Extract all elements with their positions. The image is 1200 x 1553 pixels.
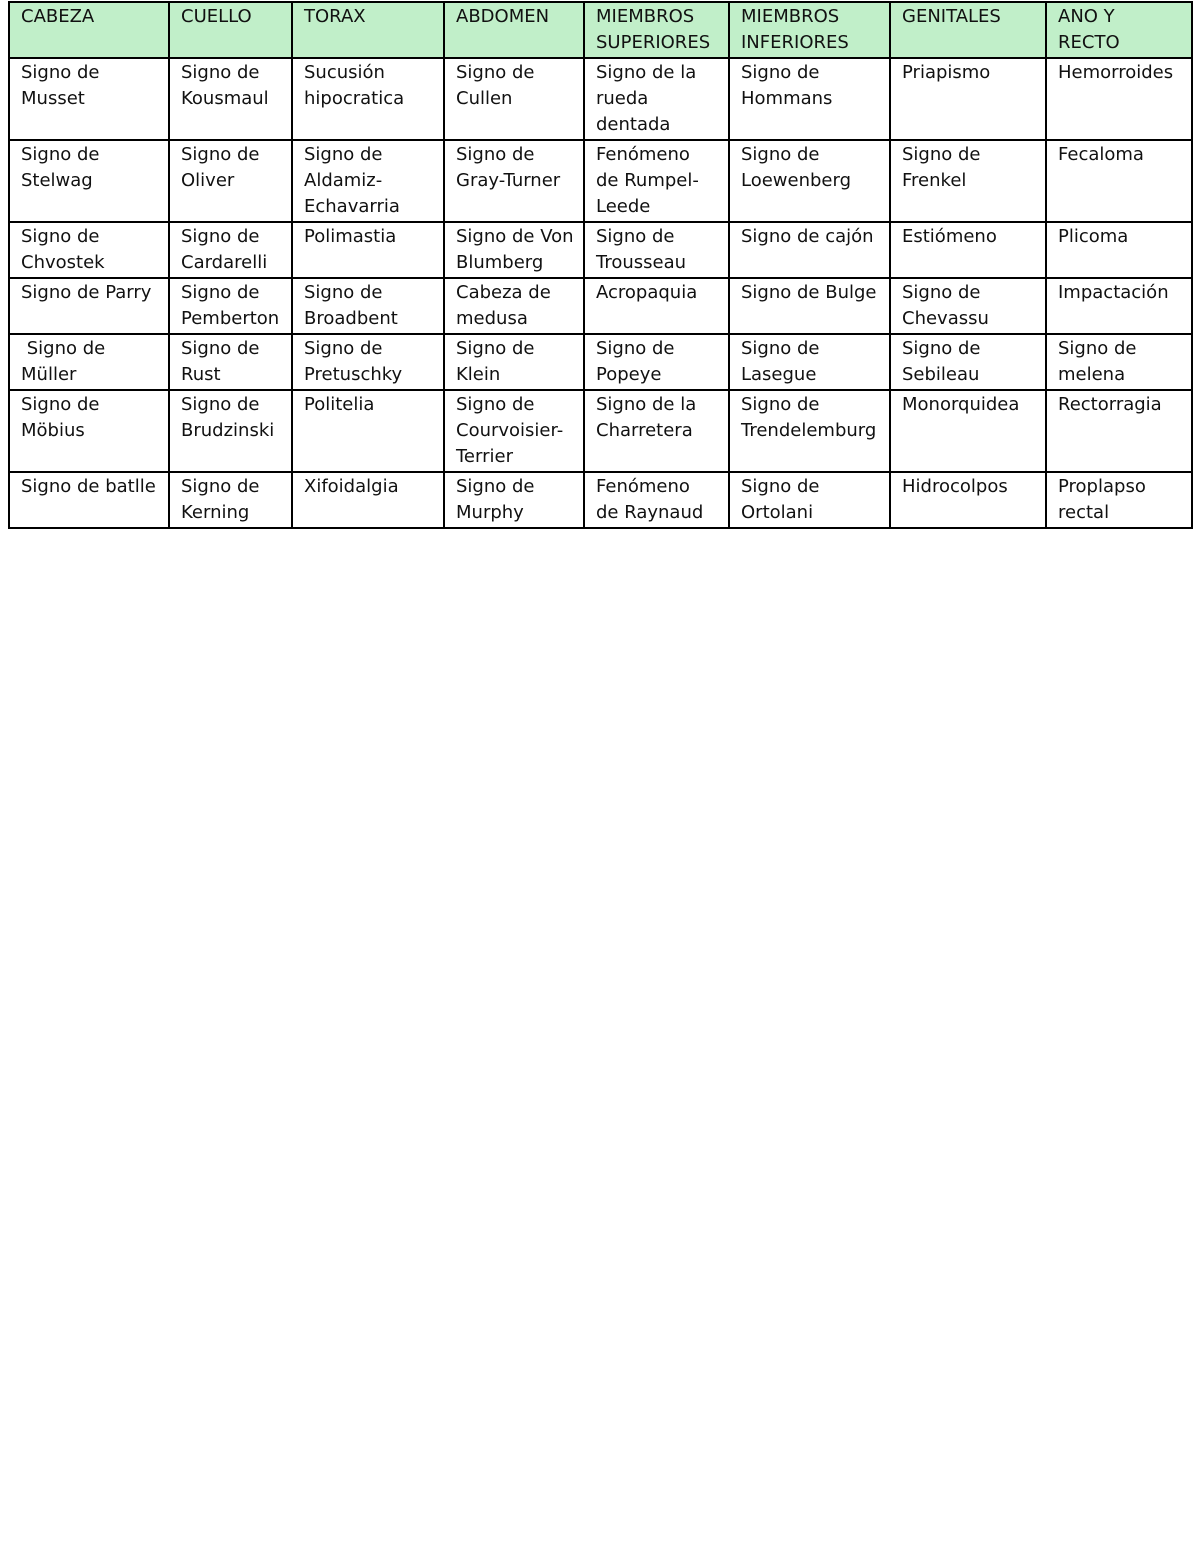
table-cell: Signo de Möbius [9, 390, 169, 472]
table-cell: Signo de Sebileau [890, 334, 1046, 390]
header-genitales: GENITALES [890, 2, 1046, 58]
table-row [9, 472, 1192, 528]
table-cell: Signo de melena [1046, 334, 1192, 390]
table-cell: Signo de batlle [9, 472, 169, 528]
table-cell: Signo de Murphy [444, 472, 584, 528]
table-cell: Signo de Ortolani [729, 472, 890, 528]
table-cell: Signo de Cardarelli [169, 222, 292, 278]
table-cell: Signo de Kousmaul [169, 58, 292, 140]
header-cuello: CUELLO [169, 2, 292, 58]
table-cell: Signo de Loewenberg [729, 140, 890, 222]
header-abdomen: ABDOMEN [444, 2, 584, 58]
table-cell: Cabeza de medusa [444, 278, 584, 334]
table-cell: Signo de Hommans [729, 58, 890, 140]
table-row [9, 278, 1192, 334]
table-cell: Proplapso rectal [1046, 472, 1192, 528]
header-cabeza: CABEZA [9, 2, 169, 58]
table-cell: Monorquidea [890, 390, 1046, 472]
table-cell: Signo de Frenkel [890, 140, 1046, 222]
table-cell: Fecaloma [1046, 140, 1192, 222]
table-cell: Fenómeno de Rumpel- Leede [584, 140, 729, 222]
table-cell: Acropaquia [584, 278, 729, 334]
table-cell: Signo de Broadbent [292, 278, 444, 334]
table-cell: Sucusión hipocratica [292, 58, 444, 140]
table-cell: Signo de Müller [9, 334, 169, 390]
table-cell: Signo de Oliver [169, 140, 292, 222]
table-cell: Signo de la Charretera [584, 390, 729, 472]
table-cell: Signo de Pretuschky [292, 334, 444, 390]
table-cell: Signo de Bulge [729, 278, 890, 334]
table-cell: Signo de Stelwag [9, 140, 169, 222]
table-cell: Signo de Trendelemburg [729, 390, 890, 472]
table-cell: Signo de Courvoisier- Terrier [444, 390, 584, 472]
table-cell: Signo de Trousseau [584, 222, 729, 278]
table-cell: Signo de Lasegue [729, 334, 890, 390]
table-row [9, 390, 1192, 472]
table-cell: Fenómeno de Raynaud [584, 472, 729, 528]
table-row [9, 222, 1192, 278]
table-cell: Hemorroides [1046, 58, 1192, 140]
table-cell: Polimastia [292, 222, 444, 278]
table-cell: Signo de Chevassu [890, 278, 1046, 334]
table-cell: Signo de Rust [169, 334, 292, 390]
table-cell: Plicoma [1046, 222, 1192, 278]
table-cell: Estiómeno [890, 222, 1046, 278]
table-cell: Signo de la rueda dentada [584, 58, 729, 140]
header-miembros-inferiores: MIEMBROS INFERIORES [729, 2, 890, 58]
table-cell: Signo de cajón [729, 222, 890, 278]
table-cell: Signo de Kerning [169, 472, 292, 528]
table-cell: Signo de Parry [9, 278, 169, 334]
table-row [9, 334, 1192, 390]
table-cell: Signo de Aldamiz- Echavarria [292, 140, 444, 222]
header-ano-y-recto: ANO Y RECTO [1046, 2, 1192, 58]
header-torax: TORAX [292, 2, 444, 58]
table-cell: Signo de Chvostek [9, 222, 169, 278]
table-cell: Xifoidalgia [292, 472, 444, 528]
table-cell: Priapismo [890, 58, 1046, 140]
table-cell: Signo de Musset [9, 58, 169, 140]
table-cell: Signo de Klein [444, 334, 584, 390]
table-row [9, 58, 1192, 140]
table-cell: Signo de Von Blumberg [444, 222, 584, 278]
table-cell: Signo de Popeye [584, 334, 729, 390]
table-cell: Impactación [1046, 278, 1192, 334]
table-cell: Signo de Cullen [444, 58, 584, 140]
signs-table [8, 1, 1193, 529]
header-miembros-superiores: MIEMBROS SUPERIORES [584, 2, 729, 58]
table-cell: Signo de Gray-Turner [444, 140, 584, 222]
table-cell: Hidrocolpos [890, 472, 1046, 528]
table-cell: Politelia [292, 390, 444, 472]
table-cell: Signo de Brudzinski [169, 390, 292, 472]
table-cell: Rectorragia [1046, 390, 1192, 472]
header-row [9, 2, 1192, 58]
table-row [9, 140, 1192, 222]
table-cell: Signo de Pemberton [169, 278, 292, 334]
